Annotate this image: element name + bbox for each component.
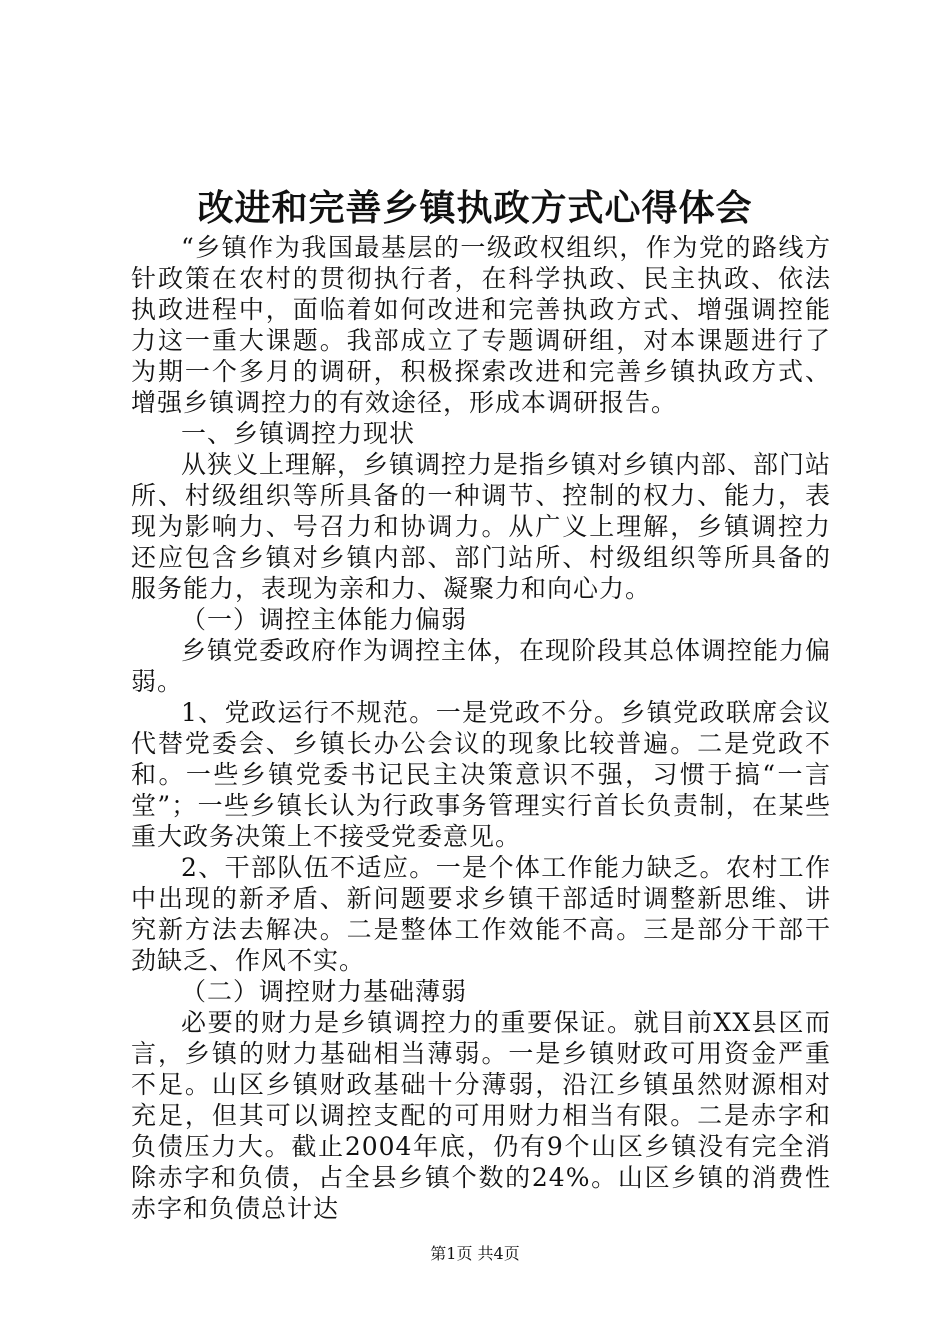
cadre-team-paragraph: 2、干部队伍不适应。一是个体工作能力缺乏。农村工作中出现的新矛盾、新问题要求乡镇干部适时调整新思维、讲究新方法去解决。二是整体工作效能不高。三是部分干部干劲缺乏、作风不实。: [131, 853, 831, 975]
financial-base-paragraph: 必要的财力是乡镇调控力的重要保证。就目前XX县区而言，乡镇的财力基础相当薄弱。一是乡镇财政可用资金严重不足。山区乡镇财政基础十分薄弱，沿江乡镇虽然财源相对充足，但其可以调控支配的可用财力相当有限。二是赤字和负债压力大。截止2004年底，仍有9个山区乡镇没有完全消除赤字和负债，占全县乡镇个数的24%。山区乡镇的消费性赤字和负债总计达: [131, 1008, 831, 1223]
subsection-heading-1: （一）调控主体能力偏弱: [181, 605, 468, 634]
subject-capacity-paragraph: 乡镇党委政府作为调控主体，在现阶段其总体调控能力偏弱。: [131, 636, 832, 696]
document-title: 改进和完善乡镇执政方式心得体会: [197, 187, 753, 229]
section-heading-1: 一、乡镇调控力现状: [181, 419, 416, 448]
party-government-paragraph: 1、党政运行不规范。一是党政不分。乡镇党政联席会议代替党委会、乡镇长办公会议的现象比较普遍。二是党政不和。一些乡镇党委书记民主决策意识不强，习惯于搞“一言堂”；一些乡镇长认为行政事务管理实行首长负责制，在某些重大政务决策上不接受党委意见。: [131, 698, 831, 851]
subsection-heading-2: （二）调控财力基础薄弱: [181, 977, 468, 1006]
page-footer: 第1页 共4页: [430, 1244, 520, 1263]
definition-paragraph: 从狭义上理解，乡镇调控力是指乡镇对乡镇内部、部门站所、村级组织等所具备的一种调节、控制的权力、能力，表现为影响力、号召力和协调力。从广义上理解，乡镇调控力还应包含乡镇对乡镇内部、部门站所、村级组织等所具备的服务能力，表现为亲和力、凝聚力和向心力。: [131, 450, 832, 603]
document-body: [131, 232, 831, 1224]
intro-paragraph: “乡镇作为我国最基层的一级政权组织，作为党的路线方针政策在农村的贯彻执行者，在科学执政、民主执政、依法执政进程中，面临着如何改进和完善执政方式、增强调控能力这一重大课题。我部成立了专题调研组，对本课题进行了为期一个多月的调研，积极探索改进和完善乡镇执政方式、增强乡镇调控力的有效途径，形成本调研报告。: [131, 233, 831, 417]
